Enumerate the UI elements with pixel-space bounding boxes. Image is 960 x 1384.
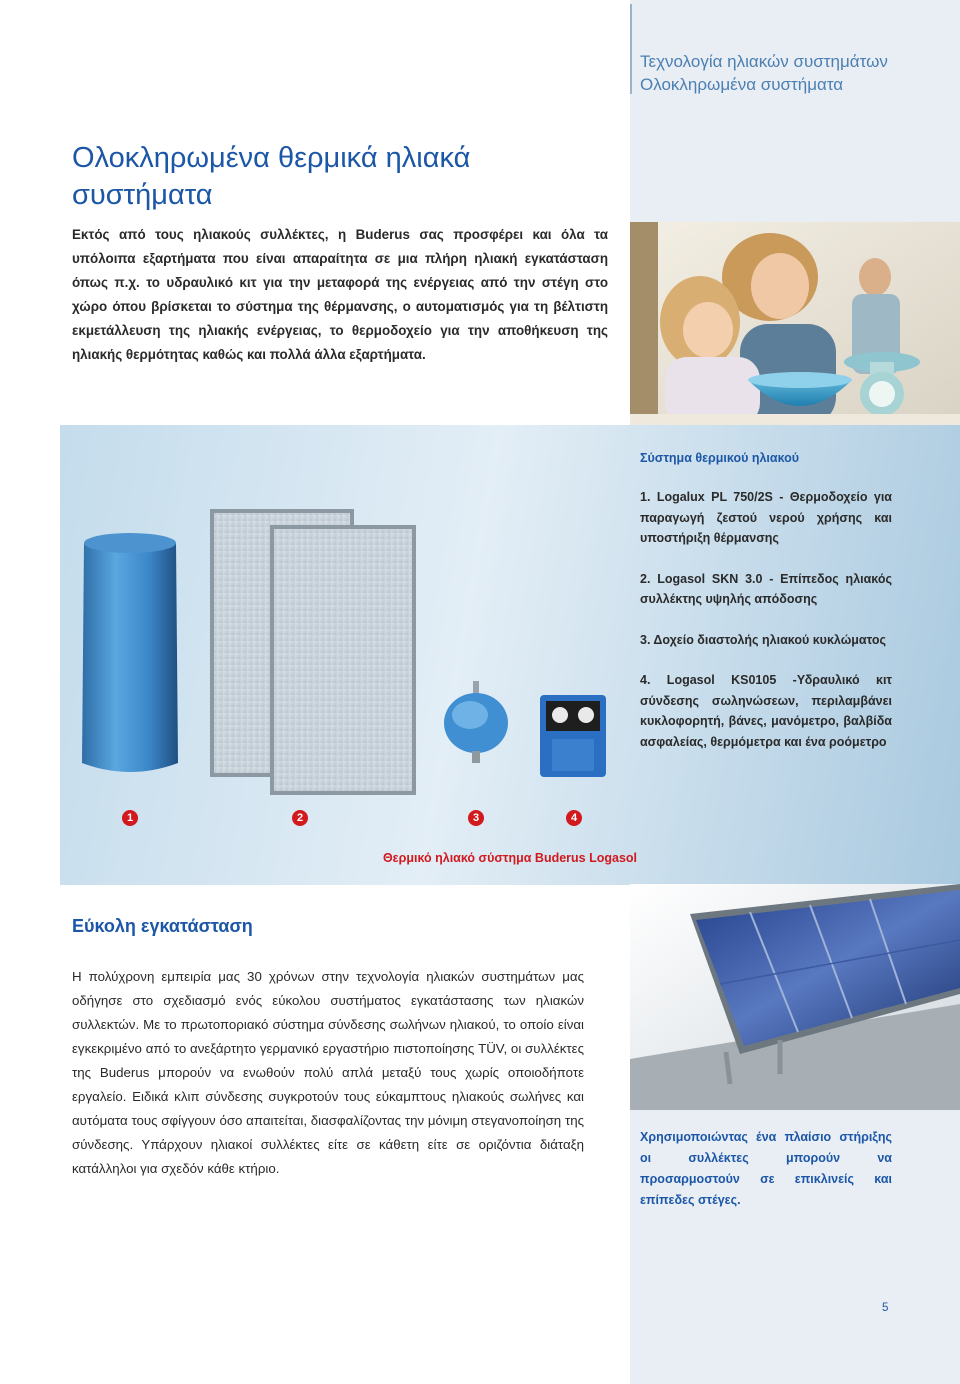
marker-3: 3: [468, 810, 484, 826]
installation-paragraph: Η πολύχρονη εμπειρία μας 30 χρόνων στην τεχνολογία ηλιακών συστημάτων μας οδήγησε στο σχεδιασμό ενός εύκολου συστήματος εγκατάστασης των ηλιακών συλλεκτών. Με το πρωτοποριακό σύστημα σύνδεσης σωλήνων ηλιακού, το οποίο είναι εγκεκριμένο από το ανεξάρτητο γερμανικό εργαστήριο πιστοποίησης TÜV, οι συλλέκτες της Buderus μπορούν να ενωθούν πολύ απλά μεταξύ τους χωρίς οποιοδήποτε εργαλείο. Ειδικά κλιπ σύνδεσης συγκροτούν τους εύκαμπτους ηλιακούς σωλήνες και αυτόματα τους σφίγγουν όσο απαιτείται, διασφαλίζοντας την μόνιμη στεγανοποίηση της σύνδεσης. Υπάρχουν ηλιακοί συλλέκτες είτε σε κάθετη είτε σε οριζόντια διάταξη κατάλληλοι για σχεδόν κάθε κτήριο.: [72, 969, 584, 1176]
component-label: 4. Logasol KS0105 -Υδραυλικό κιτ σύνδεσης σωληνώσεων, περιλαμβάνει κυκλοφορητή, βάνες, μανόμετρο, βαλβίδα ασφαλείας, θερμόμετρα και ένα ροόμετρο: [640, 673, 892, 749]
solar-collector-front: [274, 529, 412, 791]
page-title: Ολοκληρωμένα θερμικά ηλιακά συστήματα: [72, 142, 471, 211]
component-label: 2. Logasol SKN 3.0 - Επίπεδος ηλιακός συλλέκτης υψηλής απόδοσης: [640, 571, 892, 606]
page-number: 5: [882, 1302, 889, 1314]
family-kitchen-photo: [630, 222, 960, 425]
product-showcase: [60, 425, 960, 885]
marker-2: 2: [292, 810, 308, 826]
section-header: [640, 50, 888, 96]
product-caption: Θερμικό ηλιακό σύστημα Buderus Logasol: [382, 851, 638, 865]
storage-tank: [82, 534, 178, 772]
component-item-2: [640, 569, 892, 610]
marker-1: 1: [122, 810, 138, 826]
roof-collector-photo: [630, 884, 960, 1110]
component-item-3: [640, 630, 892, 651]
marker-4: 4: [566, 810, 582, 826]
system-title: Σύστημα θερμικού ηλιακού: [640, 451, 800, 465]
component-item-1: [640, 487, 892, 549]
component-label: 3. Δοχείο διαστολής ηλιακού κυκλώματος: [640, 632, 886, 647]
system-component-list: [640, 487, 892, 772]
roof-photo-caption: Χρησιμοποιώντας ένα πλαίσιο στήριξης οι συλλέκτες μπορούν να προσαρμοστούν σε επικλινείς και επίπεδες στέγες.: [640, 1130, 892, 1207]
installation-title: Εύκολη εγκατάσταση: [72, 916, 253, 936]
component-label: 1. Logalux PL 750/2S - Θερμοδοχείο για παραγωγή ζεστού νερού χρήσης και υποστήριξη θέρμανσης: [640, 490, 892, 545]
intro-paragraph: Εκτός από τους ηλιακούς συλλέκτες, η Buderus σας προσφέρει και όλα τα υπόλοιπα εξαρτήματα που είναι απαραίτητα σε μια πλήρη ηλιακή εγκατάσταση όπως π.χ. το υδραυλικό κιτ για την μεταφορά της ενέργειας από την στέγη στο χώρο όπου βρίσκεται το σύστημα της θέρμανσης, ο αυτοματισμός για τη βέλτιστη εκμετάλλευση της ηλιακής ενέργειας, το θερμοδοχείο για την αποθήκευση της ηλιακής θερμότητας καθώς και πολλά άλλα εξαρτήματα.: [72, 227, 608, 362]
header-rule: [630, 4, 632, 94]
component-item-4: [640, 670, 892, 752]
section-header-line2: Ολοκληρωμένα συστήματα: [640, 75, 844, 94]
section-header-line1: Τεχνολογία ηλιακών συστημάτων: [640, 52, 888, 71]
